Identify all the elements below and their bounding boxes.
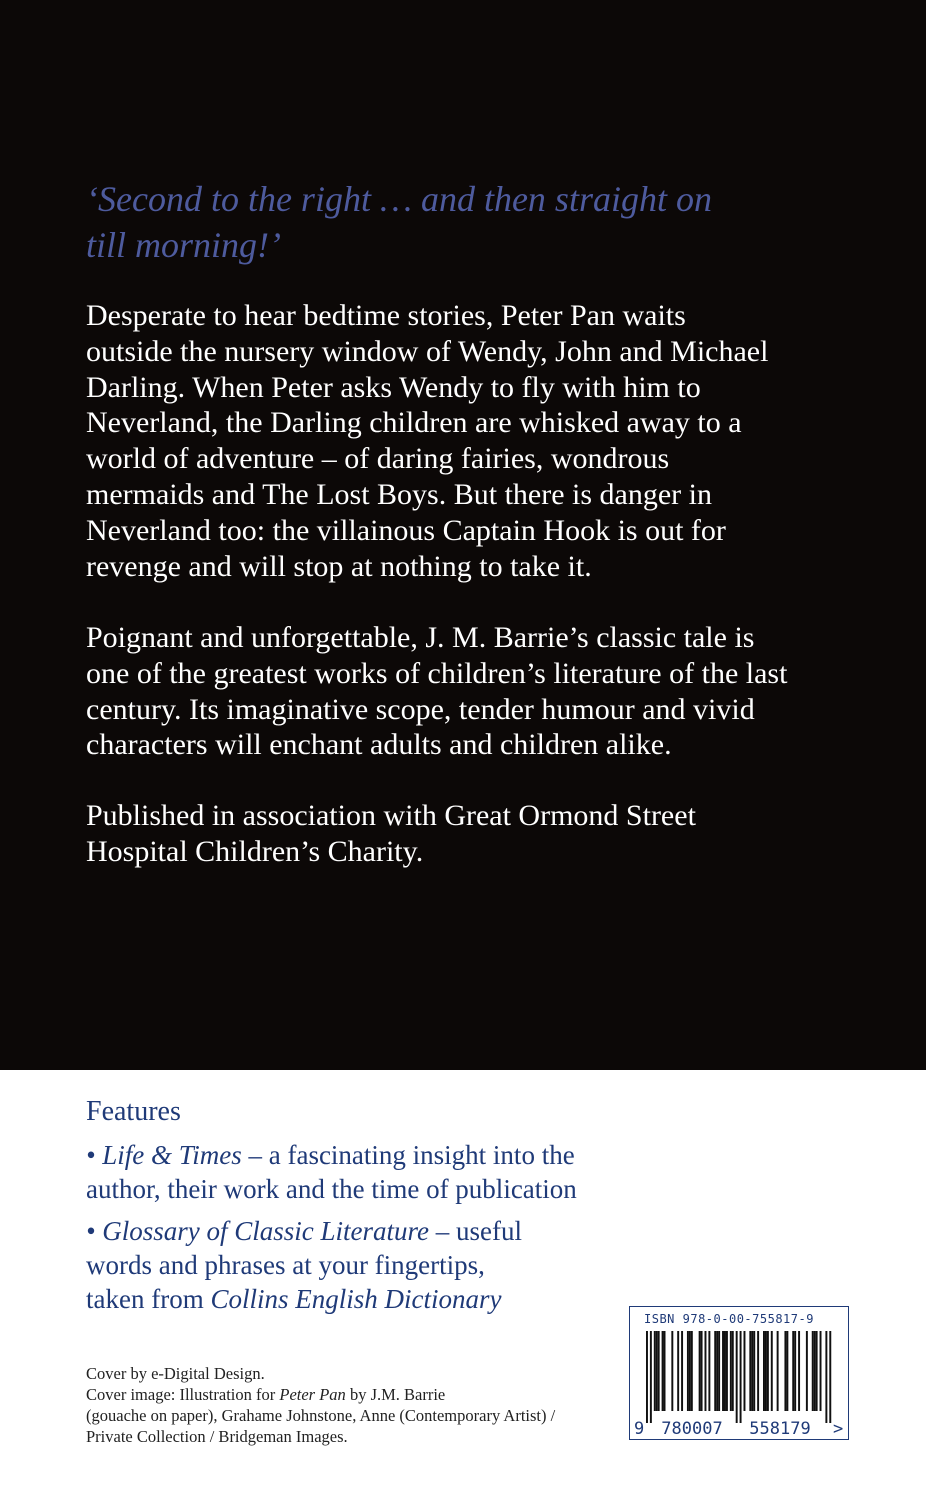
barcode-left-digits: 780007 (661, 1419, 723, 1439)
barcode-bar (691, 1331, 693, 1411)
blurb-line: Published in association with Great Ormond Street (86, 799, 696, 832)
blurb-line: characters will enchant adults and children alike. (86, 728, 672, 762)
pull-quote (86, 176, 826, 268)
feature-bullet: • (86, 1216, 96, 1246)
blurb-line: Desperate to hear bedtime stories, Peter Pan waits (86, 299, 686, 332)
credit-line: Private Collection / Bridgeman Images. (86, 1427, 348, 1446)
barcode-bar (732, 1331, 734, 1411)
barcode-bar (771, 1331, 773, 1411)
barcode-bar (671, 1331, 673, 1411)
barcode-bar (820, 1331, 822, 1411)
barcode-bar (687, 1331, 689, 1411)
barcode-bar (767, 1331, 769, 1411)
barcode-bar (664, 1331, 666, 1411)
feature-item-glossary (86, 1214, 577, 1316)
credit-line: by J.M. Barrie (345, 1385, 446, 1404)
feature-desc: – useful (428, 1216, 522, 1246)
blurb-line: Neverland too: the villainous Captain Hook is out for (86, 513, 726, 547)
feature-title: Life & Times (102, 1140, 242, 1170)
barcode-bar (726, 1331, 728, 1411)
feature-desc: – a fascinating insight into the (241, 1140, 575, 1170)
barcode-first-digit: 9 (634, 1419, 645, 1439)
barcode-bar (650, 1331, 652, 1423)
barcode-graphic (630, 1307, 848, 1439)
barcode-bar (816, 1331, 818, 1411)
blurb-line: Poignant and unforgettable, J. M. Barrie’s classic tale is (86, 621, 755, 654)
blurb-line: Neverland, the Darling children are whisked away to a (86, 406, 742, 440)
barcode-bar (753, 1331, 755, 1411)
barcode-bar (792, 1331, 794, 1411)
barcode-bar (786, 1331, 788, 1411)
barcode-bar (658, 1331, 660, 1411)
isbn-label: ISBN 978-0-00-755817-9 (644, 1312, 814, 1326)
barcode-bar (730, 1331, 732, 1411)
barcode-bar (763, 1331, 765, 1411)
blurb-paragraph-1 (86, 298, 886, 584)
blurb-paragraph-2 (86, 620, 886, 763)
barcode-bar (708, 1331, 710, 1411)
barcode-bar (654, 1331, 656, 1411)
barcode-bar (718, 1331, 720, 1411)
barcode-bar (751, 1331, 753, 1411)
barcode-right-digits: 558179 (749, 1419, 811, 1439)
barcode-quiet-mark: > (833, 1419, 844, 1439)
feature-source-title: Collins English Dictionary (210, 1284, 502, 1314)
features-heading: Features (86, 1096, 181, 1127)
barcode-bar (757, 1331, 759, 1411)
cover-credits (86, 1363, 606, 1447)
blurb-line: century. Its imaginative scope, tender humour and vivid (86, 692, 755, 726)
barcode-bar (765, 1331, 767, 1411)
barcode-bar (814, 1331, 816, 1411)
feature-item-life-and-times (86, 1138, 577, 1206)
quote-line-1: ‘Second to the right … and then straight on (86, 179, 712, 219)
barcode-bar (806, 1331, 808, 1411)
barcode-bar (722, 1331, 724, 1411)
barcode-bar (656, 1331, 658, 1411)
barcode-bar (794, 1331, 796, 1411)
barcode-bar (689, 1331, 691, 1411)
barcode-bar (744, 1331, 746, 1411)
barcode-bar (749, 1331, 751, 1411)
barcode-bar (798, 1331, 800, 1411)
credit-line: Cover by e-Digital Design. (86, 1364, 265, 1383)
barcode-bar (736, 1331, 738, 1423)
barcode-bar (829, 1331, 831, 1423)
feature-title: Glossary of Classic Literature (102, 1216, 429, 1246)
blurb-line: world of adventure – of daring fairies, wondrous (86, 442, 670, 476)
blurb-line: one of the greatest works of children’s literature of the last (86, 656, 788, 690)
barcode-bar (701, 1331, 703, 1411)
credit-line: (gouache on paper), Grahame Johnstone, Anne (Contemporary Artist) / (86, 1406, 556, 1425)
feature-bullet: • (86, 1140, 96, 1170)
barcode-bar (825, 1331, 827, 1423)
barcode-bar (724, 1331, 726, 1411)
credit-line: Cover image: Illustration for (86, 1385, 280, 1404)
quote-line-2: till morning!’ (86, 225, 281, 265)
barcode-bar (716, 1331, 718, 1411)
barcode-bars (646, 1331, 831, 1423)
feature-desc: taken from (86, 1284, 211, 1314)
feature-desc: words and phrases at your fingertips, (86, 1250, 485, 1280)
barcode-bar (681, 1331, 683, 1411)
barcode-bar (699, 1331, 701, 1411)
blurb-line: outside the nursery window of Wendy, John and Michael (86, 334, 769, 368)
barcode-bar (784, 1331, 786, 1411)
barcode-bar (646, 1331, 648, 1423)
barcode-bar (662, 1331, 664, 1411)
credit-book-title: Peter Pan (279, 1385, 346, 1404)
blurb-line: mermaids and The Lost Boys. But there is danger in (86, 477, 713, 511)
features-section (86, 1094, 577, 1324)
blurb-line: revenge and will stop at nothing to take it. (86, 549, 592, 583)
barcode-bar (740, 1331, 742, 1423)
feature-desc: author, their work and the time of publication (86, 1174, 577, 1204)
isbn-barcode (629, 1306, 849, 1440)
barcode-bar (677, 1331, 679, 1411)
blurb-line: Darling. When Peter asks Wendy to fly with him to (86, 370, 701, 404)
blurb-line: Hospital Children’s Charity. (86, 834, 424, 868)
barcode-bar (777, 1331, 779, 1411)
blurb-paragraph-3 (86, 798, 886, 870)
barcode-bar (714, 1331, 716, 1411)
barcode-bar (705, 1331, 707, 1411)
barcode-bar (812, 1331, 814, 1411)
